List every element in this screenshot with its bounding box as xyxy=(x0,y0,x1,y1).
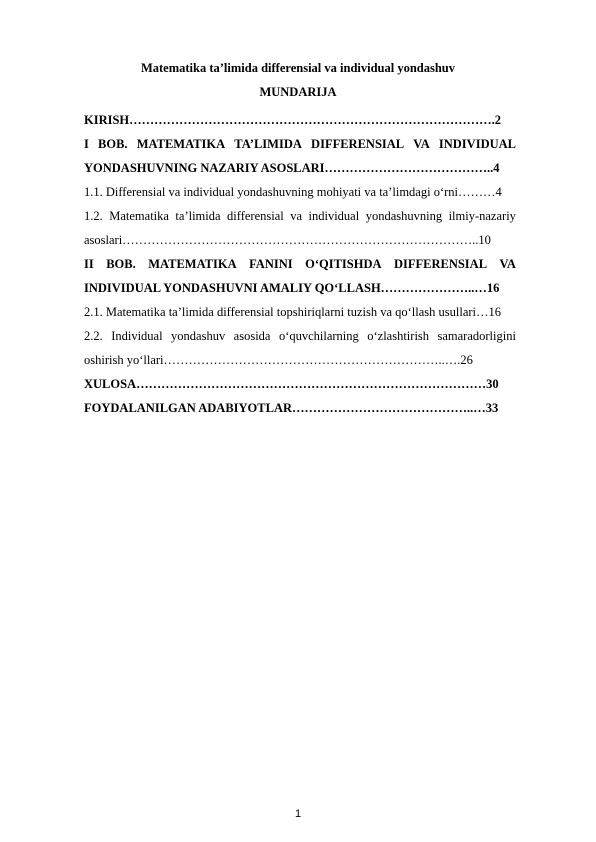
toc-word: DIFFERENSIAL xyxy=(311,137,405,151)
toc-entry-kirish: KIRISH…………………………………………………………………………….2 xyxy=(84,113,502,127)
toc-word: VA xyxy=(413,137,430,151)
toc-entry-section-1-2-line2: asoslari…………………………………………………………………………..10 xyxy=(84,233,491,247)
toc-entry-chapter2-line2: INDIVIDUAL YONDASHUVNI AMALIY QO‘LLASH…………………..…16 xyxy=(84,281,500,295)
toc-word: FANINI xyxy=(249,257,293,271)
toc-word: 1.2. xyxy=(84,209,103,223)
toc-word: MATEMATIKA xyxy=(136,137,226,151)
toc-entry-chapter1-line1 xyxy=(84,132,516,156)
toc-word: yondashuvning xyxy=(365,209,443,223)
toc-entry-section-2-2-line1 xyxy=(84,324,516,348)
toc-word: o‘quvchilarning xyxy=(278,329,359,343)
toc-word: VA xyxy=(499,257,516,271)
toc-heading: MUNDARIJA xyxy=(259,85,337,99)
toc-word: II xyxy=(84,257,94,271)
toc-entry-chapter1-line2: YONDASHUVNING NAZARIY ASOSLARI…………………………………..4 xyxy=(84,161,500,175)
toc-word: INDIVIDUAL xyxy=(438,137,516,151)
toc-word: Individual xyxy=(111,329,163,343)
toc-word: TA’LIMIDA xyxy=(234,137,302,151)
document-title: Matematika ta’limida differensial va individual yondashuv xyxy=(140,61,456,75)
toc-entry-chapter2-line1 xyxy=(84,252,516,276)
toc-word: individual xyxy=(308,209,360,223)
toc-entry-section-2-2-line2: oshirish yo‘llari…………………………………………………………..….26 xyxy=(84,353,473,367)
toc-word: DIFFERENSIAL xyxy=(393,257,488,271)
toc-word: BOB. xyxy=(98,137,128,151)
toc-word: 2.2. xyxy=(84,329,103,343)
toc-word: yondashuv xyxy=(171,329,226,343)
toc-word: BOB. xyxy=(106,257,136,271)
toc-word: va xyxy=(290,209,303,223)
table-of-contents xyxy=(84,108,516,420)
toc-word: ilmiy-nazariy xyxy=(448,209,516,223)
toc-entry-section-2-1: 2.1. Matematika ta’limida differensial topshiriqlarni tuzish va qo‘llash usullari…16 xyxy=(84,305,502,319)
toc-word: ta’limida xyxy=(175,209,221,223)
toc-word: samaradorligini xyxy=(437,329,516,343)
toc-word: differensial xyxy=(227,209,284,223)
toc-entry-xulosa: XULOSA…………………………………………………………………………30 xyxy=(84,377,499,391)
toc-entry-section-1-1: 1.1. Differensial va individual yondashuvning mohiyati va ta’limdagi o‘rni………4 xyxy=(84,185,502,199)
toc-entry-section-1-2-line1 xyxy=(84,204,516,228)
toc-word: Matematika xyxy=(109,209,169,223)
toc-word: MATEMATIKA xyxy=(148,257,237,271)
page-number: 1 xyxy=(294,808,302,820)
toc-word: o‘zlashtirish xyxy=(367,329,430,343)
toc-word: asosida xyxy=(233,329,271,343)
toc-word: O‘QITISHDA xyxy=(305,257,382,271)
toc-entry-adabiyotlar: FOYDALANILGAN ADABIYOTLAR……………………………………..…33 xyxy=(84,401,499,415)
toc-word: I xyxy=(84,137,89,151)
